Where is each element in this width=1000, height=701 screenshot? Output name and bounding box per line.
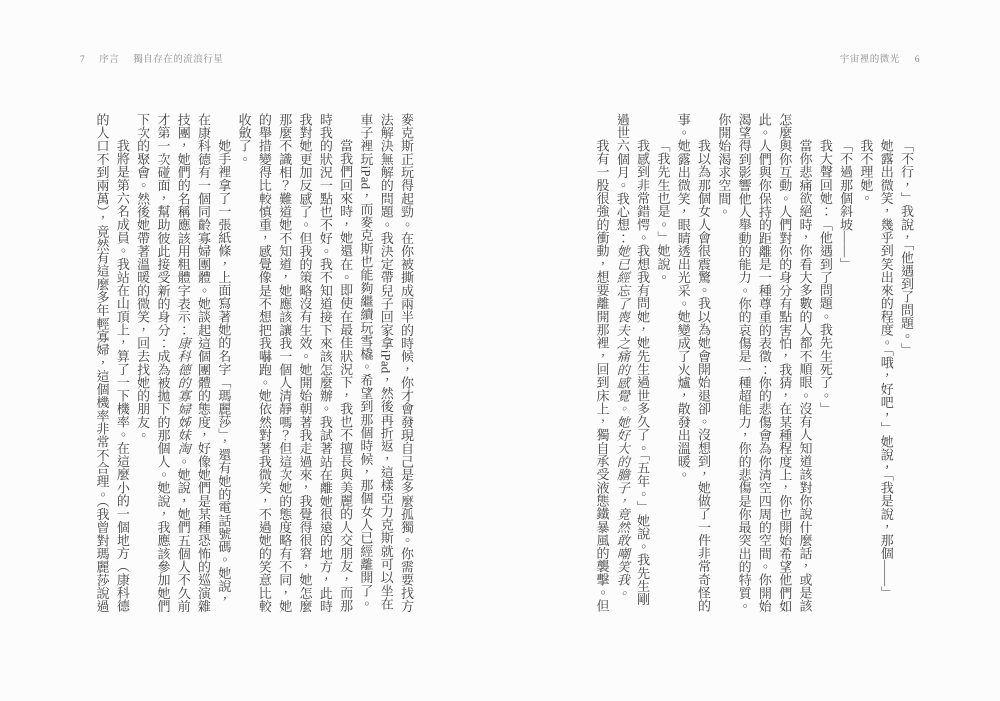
paragraph: [233, 113, 355, 613]
book-title: 宇宙裡的微光: [839, 55, 900, 65]
paragraph: [835, 113, 855, 613]
paragraph: [875, 113, 895, 613]
paragraph: [591, 113, 611, 613]
page-number-right: 6: [914, 55, 920, 65]
paragraph: [855, 113, 875, 613]
page-number-left: 7: [80, 55, 86, 65]
paragraph: [713, 113, 814, 613]
body-text: 當你悲痛欲絕時，你看大多數的人都不順眼。沒有人知道該對你說什麼話，或是該怎麼與你互動。人們對你的身分有點害怕，我猜，在某種程度上，你也開始希望他們如此。人們與你保持的距離是一種尊重的表徵：你的悲傷會為你清空四周的空間。你開始渴望得到影響他人舉動的能力。你的哀傷是一種超能力，你的悲傷是你最突出的特質。你開始渴求空間。: [716, 113, 813, 613]
body-text: 我感到非常錯愕。我想我有問她，她先生過世多久了。「五年。」她說。我先生剛過世六個月。我心想：: [614, 113, 651, 606]
body-text: 她露出微笑，幾乎到笑出來的程度。「哦，好吧，」她說，「我是說，那個——」: [878, 139, 894, 600]
paragraph: [91, 113, 132, 613]
body-text: 。她說，她們五個人不久前才第一次碰面，幫助彼此接受新的身分：成為被拋下的那個人。她說，我應該參加她們下次的聚會。然後她帶著溫暖的微笑，回去找她的朋友。: [135, 113, 191, 613]
body-text: 我將是第六名成員。我站在山頂上，算了一下機率。在這麼小的一個地方（康科德的人口不到兩萬），竟然有這麼多年輕寡婦，這個機率非常不合理。（我曾對瑪麗莎說過: [94, 113, 130, 613]
section-label: 序言: [99, 55, 120, 65]
body-text: 「我先生也是。」她說。: [655, 139, 671, 284]
emphasis-kai-text: 她已經忘了喪夫之痛的感覺。她好大的膽子，竟然敢嘲笑我。: [614, 244, 630, 600]
running-header-right: [840, 51, 920, 65]
paragraph: [896, 113, 916, 613]
running-header-left: [80, 51, 223, 65]
page-body-right: [590, 113, 916, 613]
paragraph: [672, 113, 713, 613]
body-text: 我大聲回她：「他遇到了問題。我先生死了。」: [817, 139, 833, 416]
body-text: 當我們回來時，她還在。即使在最佳狀況下，我也不擅長與美麗的人交朋友，而那時我的狀況一點也不好。我不知道接下來該怎麼辦。我試著站在離她很遠的地方，此時我對她更加反感了。但我的策略沒有生效。她開始朝著我走過來，我覺得很窘，她怎麼那麼不識相？難道她不知道，她應該讓我一個人清靜嗎？但這次她的態度略有不同，她的舉措變得比較慎重，感覺像是不想把我嚇跑。她依然對著我微笑，不過她的笑意比較收斂了。: [236, 113, 354, 613]
body-text: 她手裡拿了一張紙條，上面寫著她的名字「瑪麗莎」，還有她的電話號碼。她說，在康科德有一個同齡寡婦團體。她談起這個團體的態度，好像她們是某種恐怖的巡演雜技團，她們的名稱應該用粗體字表示：: [175, 113, 232, 613]
paragraph: [652, 113, 672, 613]
body-text: 「不行，」我說，「他遇到了問題。」: [899, 139, 914, 357]
paragraph: [355, 113, 416, 613]
page-body-left: [90, 113, 416, 613]
body-text: 麥克斯正玩得起勁。在你被撕成兩半的時候，你才會發現自己是多麼孤獨。你需要找方法解決無解的問題。我決定帶兒子回家拿iPad，然後再折返，這樣亞力克斯就可以坐在車子裡玩iPad，而麥克斯也能夠繼續玩雪橇。希望到那個時候，那個女人已經離開了。: [358, 113, 414, 613]
body-text: 「不過那個斜坡——」: [838, 139, 854, 271]
emphasis-kai-text: 康科德的寡婦姊妹淘: [175, 336, 191, 455]
chapter-title: 獨自存在的流浪行星: [133, 55, 224, 65]
body-text: 我不理她。: [858, 139, 874, 205]
body-text: 我以為那個女人會很震驚。我以為她會開始退卻。沒想到，她做了一件非常奇怪的事。她露出微笑，眼睛透出光采。她變成了火爐，散發出溫暖。: [675, 113, 712, 613]
paragraph: [815, 113, 835, 613]
body-text: 我有一股很強的衝動，想要離開那裡，回到床上，獨自承受液態鐵暴風的襲擊。但: [594, 139, 610, 613]
paragraph: [612, 113, 653, 613]
paragraph: [132, 113, 233, 613]
